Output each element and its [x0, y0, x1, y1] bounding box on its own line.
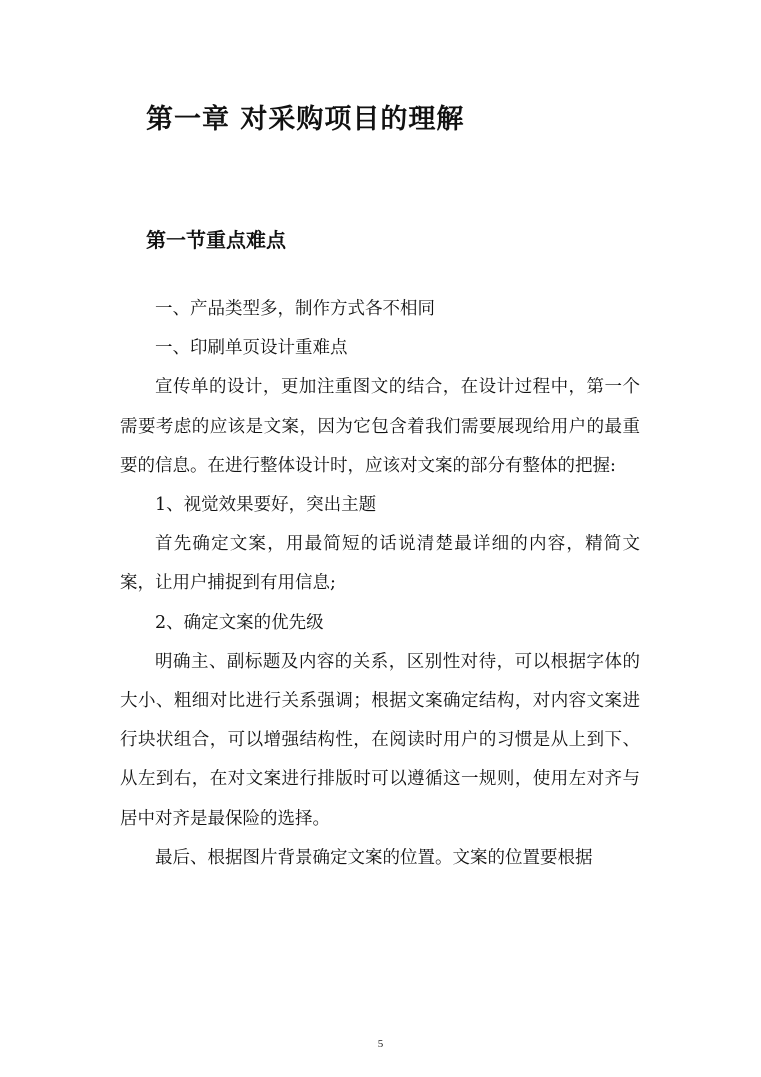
paragraph-copy-priority: 2、确定文案的优先级: [155, 612, 324, 633]
paragraph-leaflet-difficulty: 一、印刷单页设计重难点: [155, 338, 348, 359]
paragraph-leaflet-design: 宣传单的设计，更加注重图文的结合，在设计过程中，第一个需要考虑的应该是文案，因为它包含着我们需要展现给用户的最重要的信息。在进行整体设计时，应该对文案的部分有整体的把握:: [120, 377, 640, 476]
body-text: [120, 290, 640, 878]
paragraph-visual-effect: 1、视觉效果要好，突出主题: [155, 495, 377, 516]
section-title: 第一节重点难点: [146, 228, 286, 252]
paragraph-copy-first: 首先确定文案，用最简短的话说清楚最详细的内容，精简文案，让用户捕捉到有用信息;: [120, 534, 640, 594]
paragraph-title-hierarchy: 明确主、副标题及内容的关系，区别性对待，可以根据字体的大小、粗细对比进行关系强调；根据文案确定结构，对内容文案进行块状组合，可以增强结构性，在阅读时用户的习惯是从上到下、从左到右，在对文案进行排版时可以遵循这一规则，使用左对齐与居中对齐是最保险的选择。: [120, 651, 640, 829]
chapter-title: 第一章 对采购项目的理解: [146, 104, 465, 135]
paragraph-copy-position: 最后、根据图片背景确定文案的位置。文案的位置要根据: [155, 847, 593, 868]
page-number: 5: [377, 1038, 384, 1050]
paragraph-product-types: 一、产品类型多，制作方式各不相同: [155, 299, 435, 319]
